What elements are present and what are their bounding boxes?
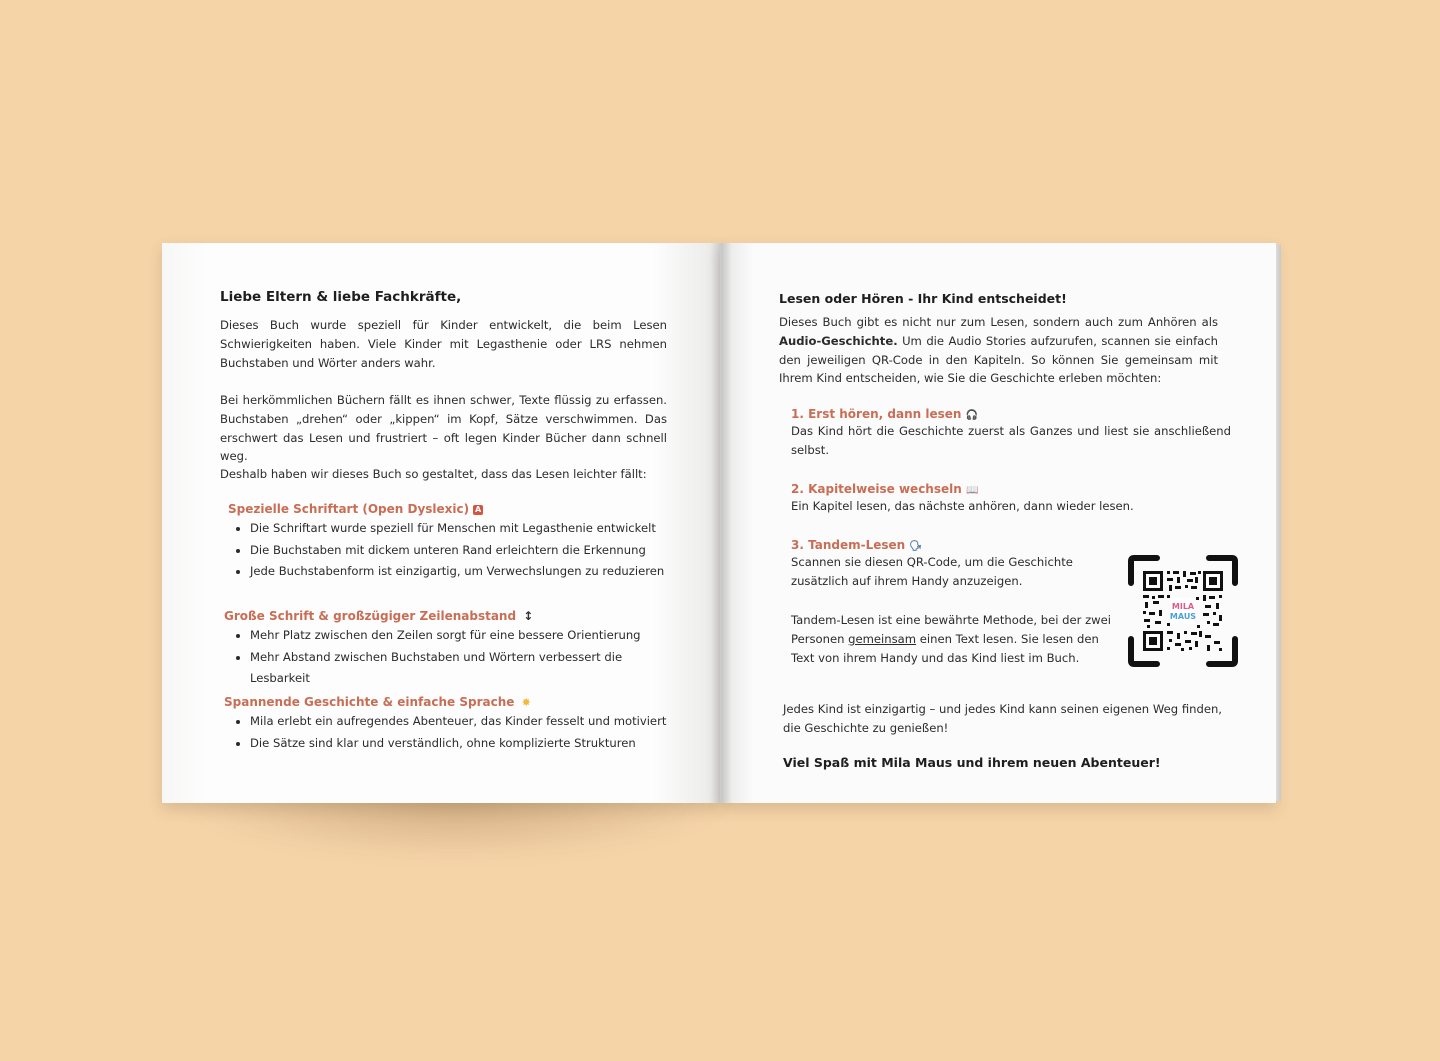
intro-paragraph-1: Dieses Buch wurde speziell für Kinder entwickelt, die beim Lesen Schwierigkeiten haben. Viele Kinder mit Legasthenie oder LRS nehmen Buchstaben und Wörter anders wahr. [220,318,667,370]
tandem-text: Tandem-Lesen ist eine bewährte Methode, bei der zwei Personen [791,613,1111,646]
tandem-description [791,611,1113,667]
right-heading: Lesen oder Hören - Ihr Kind entscheidet! [779,291,1067,306]
list-item: • Die Schriftart wurde speziell für Menschen mit Legasthenie entwickelt [250,518,668,540]
intro-paragraph-2: Bei herkömmlichen Büchern fällt es ihnen schwer, Texte flüssig zu erfassen. Buchstaben „drehen“ oder „kippen“ im Kopf, Sätze verschwimmen. Das erschwert das Lesen und frustriert – oft legen Kinder Bücher dann schnell weg. [220,393,667,464]
option-title-text: 1. Erst hören, dann lesen [791,407,962,421]
qr-logo-line2: MAUS [1169,612,1197,621]
section-title [224,695,668,709]
list-item: • Mila erlebt ein aufregendes Abenteuer, das Kinder fesselt und motiviert [250,711,668,733]
option-text: Ein Kapitel lesen, das nächste anhören, dann wieder lesen. [791,499,1134,513]
option-tandem [791,538,1121,591]
qr-code[interactable] [1127,555,1239,667]
section-special-font [228,502,668,583]
book-gutter [710,243,732,803]
list-item: • Mehr Abstand zwischen Buchstaben und Wörtern verbessert die Lesbarkeit [250,647,668,690]
option-title-text: 2. Kapitelweise wechseln [791,482,962,496]
right-intro [779,313,1218,388]
open-book-icon: 📖 [965,485,979,496]
option-title [791,538,1121,552]
open-book [162,243,1280,803]
bullet-list [224,625,668,690]
option-chapter-switch [791,482,1231,516]
option-text: Das Kind hört die Geschichte zuerst als Ganzes und liest sie anschließend selbst. [791,424,1231,457]
a-letter-icon: A [475,505,482,514]
section-title [224,609,668,623]
list-item: • Mehr Platz zwischen den Zeilen sorgt für eine bessere Orientierung [250,625,668,647]
signoff-text: Viel Spaß mit Mila Maus und ihrem neuen Abenteuer! [783,755,1161,770]
intro-paragraph-3: Deshalb haben wir dieses Buch so gestaltet, dass das Lesen leichter fällt: [220,467,647,481]
section-story [224,695,668,754]
section-title [228,502,668,516]
intro-text: Dieses Buch gibt es nicht nur zum Lesen, sondern auch zum Anhören als [779,315,1218,329]
option-text: Scannen sie diesen QR-Code, um die Geschichte zusätzlich auf ihrem Handy anzuzeigen. [791,555,1073,588]
closing-text: Jedes Kind ist einzigartig – und jedes Kind kann seinen eigenen Weg finden, die Geschichte zu genießen! [783,702,1222,735]
qr-logo-line1: MILA [1171,602,1195,611]
intro-bold-text: Audio-Geschichte. [779,333,898,348]
list-item: • Die Sätze sind klar und verständlich, ohne komplizierte Strukturen [250,733,668,755]
tandem-text-continued: einen Text lesen. Sie lesen den Text von ihrem Handy und das Kind liest im Buch. [791,631,1099,665]
sparkle-icon: ✸ [521,696,531,709]
up-down-arrow-icon: ↕ [523,609,534,623]
headphones-icon: 🎧 [965,410,979,421]
speaking-head-icon: 🗣 [909,541,923,552]
qr-code-graphic [1127,555,1239,667]
option-listen-then-read [791,407,1231,460]
option-title-text: 3. Tandem-Lesen [791,538,906,552]
list-item: • Die Buchstaben mit dickem unteren Rand erleichtern die Erkennung [250,540,668,562]
tandem-underlined-text: gemeinsam [848,631,917,646]
section-title-text: Spannende Geschichte & einfache Sprache [224,695,515,709]
section-title-text: Große Schrift & großzügiger Zeilenabstand [224,609,517,623]
bullet-list [228,518,668,583]
left-heading: Liebe Eltern & liebe Fachkräfte, [220,289,462,305]
option-title [791,482,1231,496]
bullet-list [224,711,668,754]
section-large-font [224,609,668,690]
intro-text-continued: Um die Audio Stories aufzurufen, scannen sie einfach den jeweiligen QR-Code in den Kapiteln. So können Sie gemeinsam mit Ihrem Kind entscheiden, wie Sie die Geschichte erleben möchten: [779,333,1218,386]
section-title-text: Spezielle Schriftart (Open Dyslexic) [228,502,470,516]
option-title [791,407,1231,421]
list-item: • Jede Buchstabenform ist einzigartig, um Verwechslungen zu reduzieren [250,561,668,583]
